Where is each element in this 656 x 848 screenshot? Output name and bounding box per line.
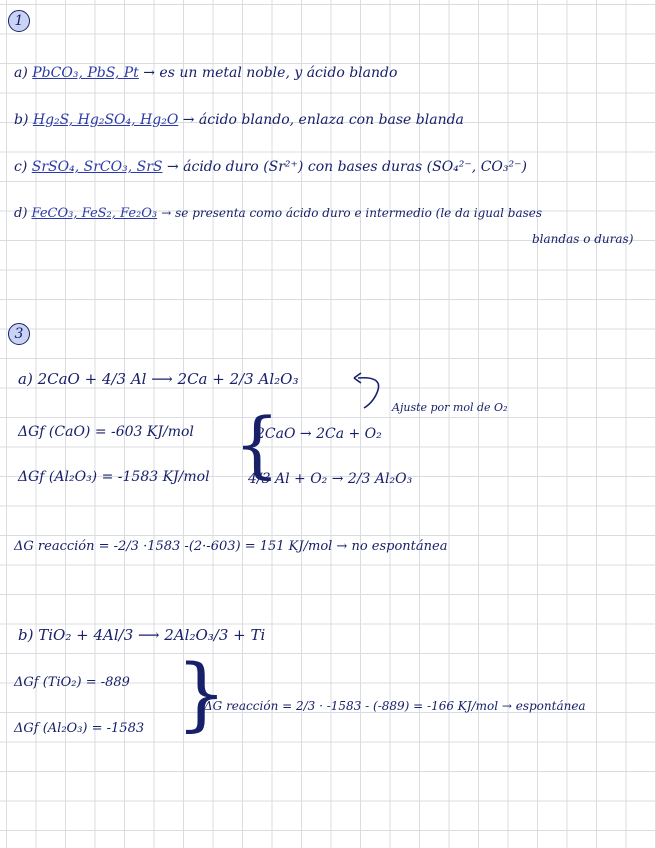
line-3a-dgf2-text: ΔGf (Al₂O₃) = -1583 KJ/mol: [18, 469, 210, 485]
line-3a-half2-text: 4/3 Al + O₂ → 2/3 Al₂O₃: [248, 471, 413, 487]
line-1b: [14, 113, 464, 127]
line-1b-compounds: Hg₂S, Hg₂SO₄, Hg₂O: [32, 112, 179, 128]
line-3a-reaction-text: 2CaO + 4/3 Al ⟶ 2Ca + 2/3 Al₂O₃: [37, 370, 299, 388]
line-3b-dgf2: [14, 722, 144, 735]
line-3b-result-text: ΔG reacción = 2/3 · -1583 - (-889) = -166 KJ/mol → espontánea: [204, 699, 586, 713]
line-3b-reaction: [18, 628, 265, 643]
line-1d-continuation: [532, 233, 633, 245]
line-3a-half1: [256, 427, 382, 441]
line-3a-note: [392, 402, 507, 413]
line-1d-text2: blandas o duras): [532, 232, 634, 246]
line-1d-text: → se presenta como ácido duro e intermedio (le da igual bases: [161, 206, 543, 220]
curved-arrow-icon: [352, 370, 388, 410]
line-3b-label: b): [18, 626, 34, 644]
line-3a-dgf2: [18, 470, 210, 484]
section-3-number: [8, 323, 30, 345]
section-1-number: [8, 10, 30, 32]
section-3-number-text: 3: [14, 326, 24, 342]
line-1b-text: → ácido blando, enlaza con base blanda: [182, 112, 464, 128]
line-1a-compounds: PbCO₃, PbS, Pt: [32, 65, 139, 81]
line-1d: [14, 207, 542, 220]
line-3a-half2: [248, 472, 412, 486]
line-1a-text: → es un metal noble, y ácido blando: [143, 65, 398, 81]
line-3b-dgf2-text: ΔGf (Al₂O₃) = -1583: [14, 721, 145, 736]
line-1c: [14, 160, 527, 174]
line-3a-label: a): [18, 370, 33, 388]
line-1c-text: → ácido duro (Sr²⁺) con bases duras (SO₄²⁻, CO₃²⁻): [166, 159, 527, 175]
line-1d-label: d): [14, 206, 28, 221]
brace-icon-2: }: [176, 647, 227, 740]
line-3a-half1-text: 2CaO → 2Ca + O₂: [256, 426, 382, 442]
brace-icon: {: [234, 402, 280, 486]
line-3b-dgf1: [14, 676, 130, 689]
line-3a-dgf1: [18, 425, 194, 439]
line-1c-label: c): [14, 159, 28, 175]
line-1a: [14, 66, 397, 80]
line-1c-compounds: SrSO₄, SrCO₃, SrS: [31, 159, 163, 175]
line-3a-dgf1-text: ΔGf (CaO) = -603 KJ/mol: [18, 424, 194, 440]
line-3a-result: [14, 540, 447, 553]
section-1-number-text: 1: [14, 13, 24, 29]
line-1b-label: b): [14, 112, 29, 128]
line-3b-dgf1-text: ΔGf (TiO₂) = -889: [14, 675, 130, 690]
line-3b-reaction-text: TiO₂ + 4Al/3 ⟶ 2Al₂O₃/3 + Ti: [38, 626, 266, 644]
line-1a-label: a): [14, 65, 28, 81]
line-3b-result: [204, 700, 586, 712]
line-1d-compounds: FeCO₃, FeS₂, Fe₂O₃: [31, 206, 158, 221]
line-3a-result-text: ΔG reacción = -2/3 ·1583 -(2·-603) = 151 KJ/mol → no espontánea: [14, 539, 448, 554]
line-3a-note-text: Ajuste por mol de O₂: [392, 401, 508, 414]
line-3a-reaction: [18, 372, 298, 387]
